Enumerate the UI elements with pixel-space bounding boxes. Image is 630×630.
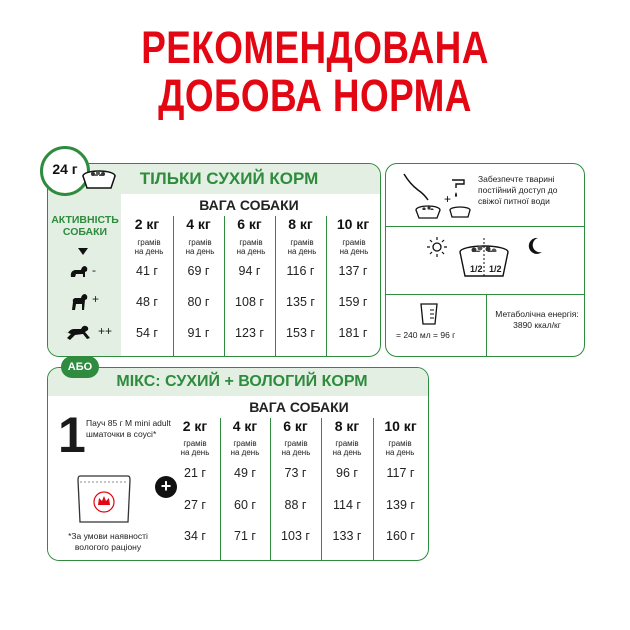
activity-label: АКТИВНІСТЬ СОБАКИ	[51, 214, 119, 238]
mix-weight-10kg: 10 кг	[384, 418, 417, 434]
activity-mark-low: -	[92, 263, 96, 277]
mix-value: 114 г	[333, 498, 361, 512]
page-title-line1: РЕКОМЕНДОВАНА	[141, 22, 489, 73]
grams-per-day-label: грамів на день	[281, 439, 311, 457]
dry-value: 123 г	[235, 326, 264, 340]
dry-value: 159 г	[338, 295, 368, 309]
mix-value: 88 г	[284, 498, 307, 512]
split-bowl-icon	[448, 238, 520, 288]
grams-per-day-label: грамів на день	[332, 439, 362, 457]
dog-low-activity-icon	[68, 263, 90, 281]
moon-icon	[526, 236, 544, 256]
dry-value: 94 г	[238, 264, 261, 278]
mix-value: 60 г	[234, 498, 256, 512]
page-title-line2: ДОБОВА НОРМА	[158, 70, 472, 121]
dry-food-header: ТІЛЬКИ СУХИЙ КОРМ	[48, 164, 380, 194]
bowl-icon	[80, 166, 118, 192]
mix-value: 103 г	[281, 529, 310, 543]
grams-per-day-label: грамів на день	[180, 439, 210, 457]
dry-weight-8kg: 8 кг	[288, 216, 313, 232]
dry-value: 80 г	[187, 295, 210, 309]
mix-value: 34 г	[184, 529, 206, 543]
arrow-down-icon	[78, 248, 88, 256]
dry-weight-header: ВАГА СОБАКИ	[199, 197, 299, 213]
mix-value: 139 г	[386, 498, 415, 512]
dry-weight-6kg: 6 кг	[237, 216, 262, 232]
dry-value: 153 г	[286, 326, 315, 340]
cup-text: = 240 мл = 96 г	[396, 330, 456, 340]
dry-food-panel	[47, 163, 381, 357]
dry-value: 137 г	[338, 264, 368, 278]
mix-value: 49 г	[234, 466, 256, 480]
footnote: *За умови наявності вологого раціону	[68, 531, 148, 552]
dry-value: 54 г	[136, 326, 158, 340]
mix-value: 73 г	[284, 466, 307, 480]
mix-weight-8kg: 8 кг	[334, 418, 360, 434]
grams-per-day-label: грамів на день	[236, 238, 266, 256]
mix-value: 160 г	[386, 529, 415, 543]
dry-value: 181 г	[338, 326, 368, 340]
info-panel	[385, 163, 585, 357]
measuring-cup-icon	[418, 302, 440, 326]
mix-value: 21 г	[184, 466, 206, 480]
dry-value: 41 г	[136, 264, 158, 278]
dry-weight-10kg: 10 кг	[336, 216, 370, 232]
pouch-text: Пауч 85 г M mini adult шматочки в соусі*	[86, 418, 171, 439]
dry-value: 69 г	[187, 264, 210, 278]
water-bowl-icon	[394, 170, 478, 222]
activity-mark-medium: +	[92, 292, 100, 306]
dry-weight-2kg: 2 кг	[134, 216, 160, 232]
grams-per-day-label: грамів на день	[339, 238, 369, 256]
dry-value: 116 г	[286, 264, 315, 278]
plus-icon: +	[155, 476, 177, 498]
clock-label: 24 г	[52, 161, 78, 177]
grams-per-day-label: грамів на день	[287, 238, 317, 256]
dry-value: 108 г	[235, 295, 264, 309]
sun-icon	[426, 236, 448, 258]
grams-per-day-label: грамів на день	[385, 439, 415, 457]
activity-mark-high: ++	[98, 324, 113, 338]
or-badge: АБО	[61, 356, 99, 378]
dog-high-activity-icon	[62, 323, 92, 343]
mix-value: 27 г	[184, 498, 206, 512]
mix-weight-header: ВАГА СОБАКИ	[249, 399, 349, 415]
grams-per-day-label: грамів на день	[230, 439, 260, 457]
svg-text:+: +	[444, 192, 452, 206]
water-text: Забезпечте тварині постійний доступ до свіжої питної води	[478, 174, 558, 206]
dry-weight-4kg: 4 кг	[186, 216, 211, 232]
mix-value: 133 г	[332, 529, 362, 543]
dry-value: 135 г	[286, 295, 315, 309]
mix-weight-6kg: 6 кг	[283, 418, 308, 434]
mix-weight-2kg: 2 кг	[182, 418, 208, 434]
pouch-icon	[74, 472, 134, 526]
mix-value: 71 г	[234, 529, 256, 543]
pouch-count: 1	[58, 407, 86, 463]
half-right-label: 1/2	[489, 264, 502, 274]
grams-per-day-label: грамів на день	[134, 238, 164, 256]
dry-value: 48 г	[136, 295, 158, 309]
energy-text: Метаболічна енергія: 3890 ккал/кг	[495, 309, 579, 330]
dry-value: 91 г	[187, 326, 210, 340]
mix-weight-4kg: 4 кг	[232, 418, 258, 434]
dog-medium-activity-icon	[68, 292, 90, 312]
mix-value: 96 г	[336, 466, 358, 480]
mix-value: 117 г	[386, 466, 415, 480]
grams-per-day-label: грамів на день	[185, 238, 215, 256]
half-left-label: 1/2	[470, 264, 483, 274]
mix-food-header: МІКС: СУХИЙ + ВОЛОГИЙ КОРМ	[48, 368, 428, 396]
mix-food-panel	[47, 367, 429, 561]
